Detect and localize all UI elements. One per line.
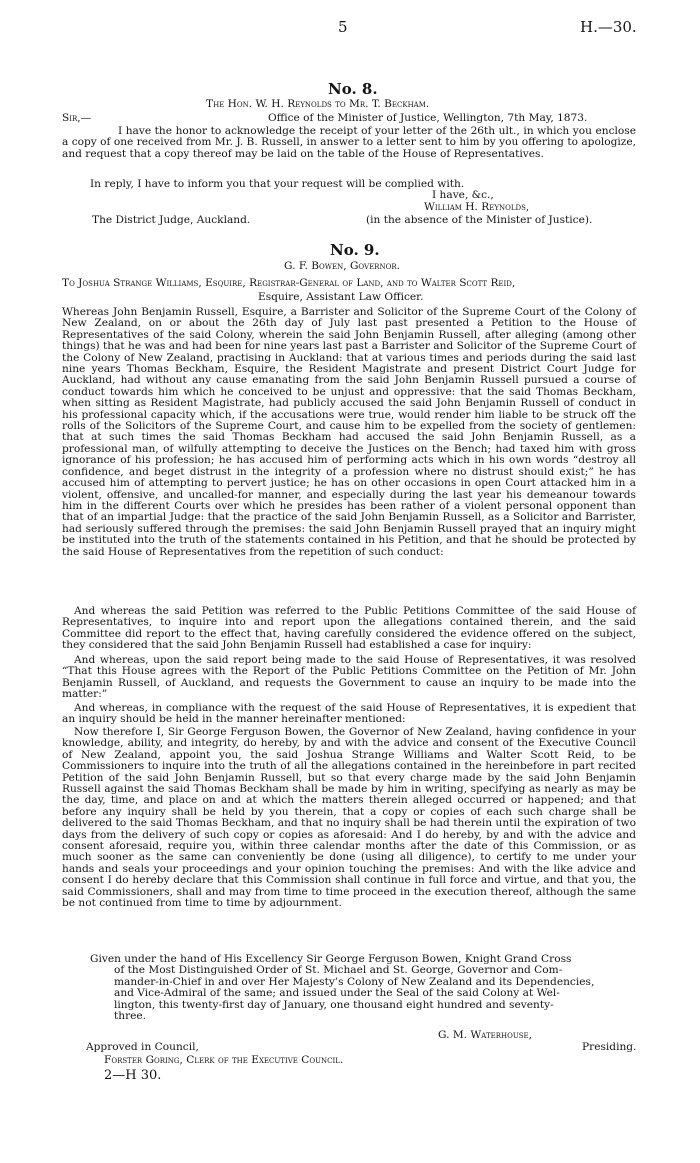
- given-line: mander-in-Chief in and over Her Majesty’s Colony of New Zealand and its Dependencies,: [114, 975, 595, 988]
- given-line: and Vice-Admiral of the same; and issued under the Seal of the said Colony at Wel-: [114, 987, 560, 1000]
- no8-signature-note: (in the absence of the Minister of Justice).: [366, 214, 593, 226]
- no8-closing: I have, &c.,: [432, 189, 494, 201]
- no9-report-paragraph: And whereas, upon the said report being made to the said House of Representatives, it was resolved “That this House agrees with the Report of the Public Petitions Committee on the Petition of Mr. John Benjamin Russell, of Auckland, and requests the Government to cause an inquiry to be made into the matter:”: [62, 654, 636, 701]
- no9-to-line-1: To Joshua Strange Williams, Esquire, Registrar-General of Land, and to Walter Scott Reid,: [62, 277, 516, 289]
- no8-paragraph-2: In reply, I have to inform you that your request will be complied with.: [90, 178, 465, 190]
- page-number: 5: [338, 18, 348, 36]
- given-line: three.: [114, 1010, 147, 1023]
- no9-referred-paragraph: And whereas the said Petition was referred to the Public Petitions Committee of the said House of Representatives, to inquire into and report upon the allegations contained therein, and the said Committee did report to the effect that, having carefully considered the evidence offered on the subject, they considered that the said John Benjamin Russell had established a case for inquiry:: [62, 605, 636, 652]
- no8-signature: William H. Reynolds,: [424, 201, 530, 213]
- given-block: [90, 954, 638, 1022]
- no8-heading: No. 8.: [328, 80, 378, 98]
- no8-salutation: Sir,—: [62, 112, 92, 124]
- no9-whereas-paragraph: Whereas John Benjamin Russell, Esquire, a Barrister and Solicitor of the Supreme Court of the Colony of New Zealand, on or about the 26th day of July last past presented a Petition to the House of Representatives of the said Colony, wherein the said John Benjamin Russell, after alleging (among other things) that he was and had been for nine years last past a Barrister and Solicitor of the Supreme Court of the Colony of New Zealand, practising in Auckland: that at various times and periods during the said last nine years Thomas Beckham, Esquire, the Resident Magistrate and present District Court Judge for Auckland, had without any cause emanating from the said John Benjamin Russell pursued a course of conduct towards him which he conceived to be unjust and oppressive: that the said Thomas Beckham, when sitting as Resident Magistrate, had publicly accused the said John Benjamin Russell of conduct in his professional capacity which, if the accusations were true, would render him liable to be struck off the rolls of the Solicitors of the Supreme Court, and cause him to be expelled from the society of gentlemen: that at such times the said Thomas Beckham had accused the said John Benjamin Russell, as a professional man, of wilfully attempting to deceive the Justices on the Bench; had taxed him with gross ignorance of his profession; he has accused him of performing acts which in his own words “destroy all confidence, and beget distrust in the integrity of a profession where no distrust should exist;” he has accused him of attempting to pervert justice; he has on other occasions in open Court attacked him in a violent, offensive, and uncalled-for manner, and especially during the last year his demeanour towards him in the different Courts over which he presides has been rather of a violent personal opponent than that of an impartial Judge: that the practice of the said John Benjamin Russell, as a Solicitor and Barrister, had seriously suffered through the premises: the said John Benjamin Russell prayed that an inquiry might be instituted into the truth of the statements contained in his Petition, and that he should be protected by the said House of Representatives from the repetition of such conduct:: [62, 306, 636, 558]
- no8-from-to: The Hon. W. H. Reynolds to Mr. T. Beckham.: [206, 98, 430, 110]
- no9-expedient-paragraph: And whereas, in compliance with the request of the said House of Representatives, it is expedient that an inquiry should be held in the manner hereinafter mentioned:: [62, 702, 636, 726]
- paper-code: H.—30.: [580, 18, 637, 36]
- no8-addressee: The District Judge, Auckland.: [92, 214, 251, 226]
- no8-office-line: Office of the Minister of Justice, Wellington, 7th May, 1873.: [268, 112, 588, 124]
- no9-heading: No. 9.: [330, 241, 380, 259]
- given-line: Given under the hand of His Excellency Sir George Ferguson Bowen, Knight Grand Cross: [90, 953, 572, 965]
- no9-to-line-2: Esquire, Assistant Law Officer.: [258, 291, 424, 303]
- signer-name: G. M. Waterhouse,: [438, 1029, 533, 1041]
- given-line: lington, this twenty-first day of January, one thousand eight hundred and seventy-: [114, 998, 554, 1011]
- no8-paragraph-1: I have the honor to acknowledge the receipt of your letter of the 26th ult., in which you enclose a copy of one received from Mr. J. B. Russell, in answer to a letter sent to him by you offering to apologize, and request that a copy thereof may be laid on the table of the House of Representatives.: [62, 125, 636, 160]
- signer-role: Presiding.: [582, 1041, 637, 1053]
- clerk-line: Forster Goring, Clerk of the Executive Council.: [104, 1054, 344, 1066]
- no9-governor: G. F. Bowen, Governor.: [284, 260, 400, 272]
- approved-line: Approved in Council,: [86, 1041, 199, 1053]
- given-line: of the Most Distinguished Order of St. Michael and St. George, Governor and Com-: [114, 964, 563, 977]
- footer-mark: 2—H 30.: [104, 1068, 162, 1083]
- no9-now-therefore-paragraph: Now therefore I, Sir George Ferguson Bowen, the Governor of New Zealand, having confidence in your knowledge, ability, and integrity, do hereby, by and with the advice and consent of the Executive Council of New Zealand, appoint you, the said Joshua Strange Williams and Walter Scott Reid, to be Commissioners to inquire into the truth of all the allegations contained in the hereinbefore in part recited Petition of the said John Benjamin Russell, but so that every charge made by the said John Benjamin Russell against the said Thomas Beckham shall be made by him in writing, specifying as nearly as may be the day, time, and place on and at which the matters therein alleged occurred or happened; and that before any inquiry shall be held by you therein, that a copy or copies of each such charge shall be delivered to the said Thomas Beckham, and that no inquiry shall be had therein until the expiration of two days from the delivery of such copy or copies as aforesaid: And I do hereby, by and with the advice and consent aforesaid, require you, within three calendar months after the date of this Commission, or as much sooner as the same can conveniently be done (using all diligence), to certify to me under your hands and seals your proceedings and your opinion touching the premises: And with the like advice and consent I do hereby declare that this Commission shall continue in full force and virtue, and that you, the said Commissioners, shall and may from time to time proceed in the execution thereof, although the same be not continued from time to time by adjournment.: [62, 726, 636, 910]
